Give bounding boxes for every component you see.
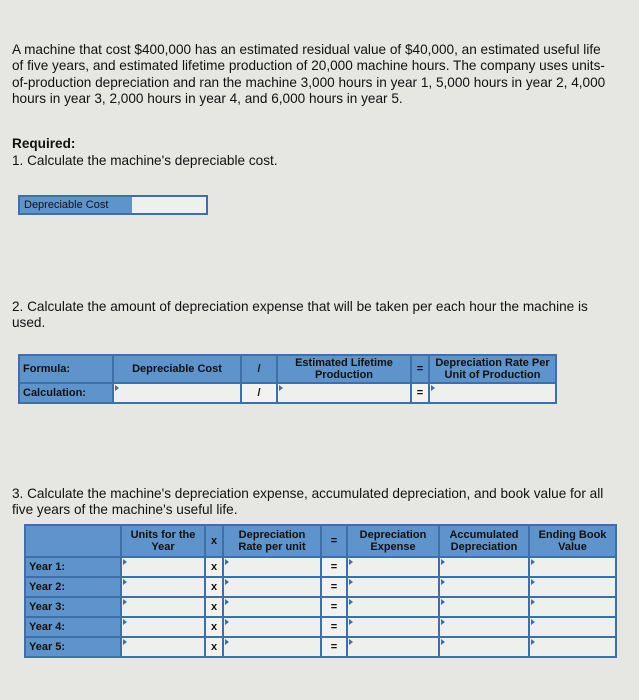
expense-input[interactable] [347,637,439,657]
rate-input[interactable] [429,383,556,403]
equals-sign: = [321,637,347,657]
header-expense: Depreciation Expense [347,525,439,557]
rate-table [18,354,557,404]
times-sign: x [205,597,223,617]
year-label: Year 5: [25,637,121,657]
header-ending-book-value: Ending Book Value [529,525,616,557]
expense-input[interactable] [347,617,439,637]
rate-input[interactable] [223,577,321,597]
units-input[interactable] [121,557,205,577]
header-rate: Depreciation Rate per unit [223,525,321,557]
expense-input[interactable] [347,597,439,617]
divide-sign: / [241,383,277,403]
header-rate: Depreciation Rate Per Unit of Production [429,355,556,383]
header-times: x [205,525,223,557]
ending-book-value-input[interactable] [529,597,616,617]
header-units: Units for the Year [121,525,205,557]
divide-sign: / [241,355,277,383]
table-row [25,597,616,617]
problem-text: A machine that cost $400,000 has an estimated residual value of $40,000, an estimated useful life of five years, and estimated lifetime production of 20,000 machine hours. The company uses units-of-production depreciation and ran the machine 3,000 hours in year 1, 5,000 hours in year 2, 4,000 hours in year 3, 2,000 hours in year 4, and 6,000 hours in year 5. [12,42,606,107]
times-sign: x [205,617,223,637]
header-equals: = [321,525,347,557]
formula-label: Formula: [19,355,113,383]
accumulated-input[interactable] [439,557,529,577]
depreciable-cost-label: Depreciable Cost [20,197,132,213]
rate-input[interactable] [223,557,321,577]
year-label: Year 2: [25,577,121,597]
equals-sign: = [411,383,429,403]
question-3: 3. Calculate the machine's depreciation expense, accumulated depreciation, and book value for all five years of the machine's useful life. [12,486,604,518]
header-accumulated: Accumulated Depreciation [439,525,529,557]
year-label: Year 3: [25,597,121,617]
units-input[interactable] [121,597,205,617]
header-blank [25,525,121,557]
equals-sign: = [411,355,429,383]
table-row [25,577,616,597]
equals-sign: = [321,617,347,637]
units-input[interactable] [121,637,205,657]
header-estimated-production: Estimated Lifetime Production [277,355,411,383]
question-1: 1. Calculate the machine's depreciable cost. [12,153,278,168]
ending-book-value-input[interactable] [529,577,616,597]
ending-book-value-input[interactable] [529,617,616,637]
equals-sign: = [321,597,347,617]
times-sign: x [205,637,223,657]
times-sign: x [205,557,223,577]
year-label: Year 1: [25,557,121,577]
accumulated-input[interactable] [439,637,529,657]
required-heading: Required: [12,136,76,151]
rate-input[interactable] [223,617,321,637]
times-sign: x [205,577,223,597]
accumulated-input[interactable] [439,577,529,597]
table-row [25,557,616,577]
equals-sign: = [321,557,347,577]
depreciable-cost-field[interactable] [18,195,208,215]
accumulated-input[interactable] [439,617,529,637]
units-input[interactable] [121,617,205,637]
calculation-label: Calculation: [19,383,113,403]
rate-input[interactable] [223,637,321,657]
expense-input[interactable] [347,577,439,597]
depreciation-schedule-table [24,524,617,658]
table-row [25,617,616,637]
expense-input[interactable] [347,557,439,577]
estimated-production-input[interactable] [277,383,411,403]
depreciable-cost-input[interactable] [113,383,241,403]
equals-sign: = [321,577,347,597]
year-label: Year 4: [25,617,121,637]
ending-book-value-input[interactable] [529,557,616,577]
rate-input[interactable] [223,597,321,617]
accumulated-input[interactable] [439,597,529,617]
question-2: 2. Calculate the amount of depreciation expense that will be taken per each hour the machine is used. [12,299,588,331]
units-input[interactable] [121,577,205,597]
table-row [25,637,616,657]
ending-book-value-input[interactable] [529,637,616,657]
header-depreciable-cost: Depreciable Cost [113,355,241,383]
